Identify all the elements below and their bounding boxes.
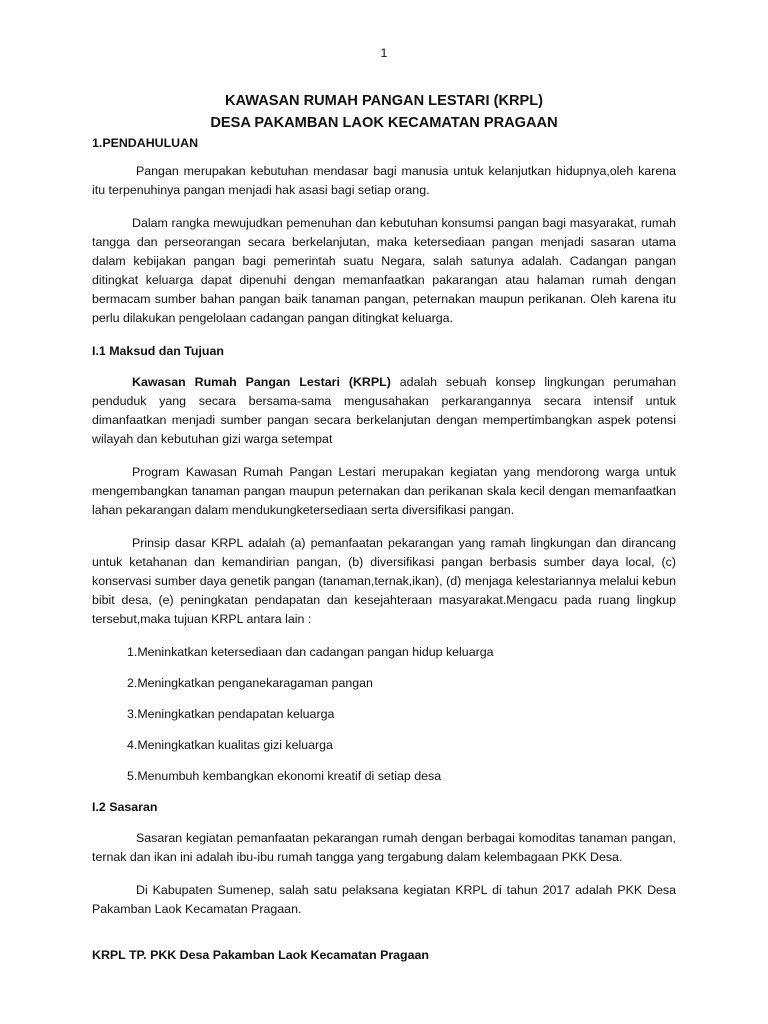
paragraph-intro-1: Pangan merupakan kebutuhan mendasar bagi manusia untuk kelanjutkan hidupnya,oleh karena itu terpenuhinya pangan menjadi hak asasi bagi setiap orang. <box>92 164 676 197</box>
list-item: 4.Meningkatkan kualitas gizi keluarga <box>127 738 333 752</box>
paragraph-sasaran-1: Sasaran kegiatan pemanfaatan pekarangan rumah dengan berbagai komoditas tanaman pangan, ternak dan ikan ini adalah ibu-ibu rumah tangga yang tergabung dalam kelembagaan PKK Desa. <box>92 831 676 864</box>
section-heading-pendahuluan: 1.PENDAHULUAN <box>92 136 199 150</box>
page-number: 1 <box>380 46 388 60</box>
section-heading-maksud-tujuan: I.1 Maksud dan Tujuan <box>92 344 224 358</box>
list-item: 2.Meningkatkan penganekaragaman pangan <box>127 676 373 690</box>
title-block <box>92 90 676 134</box>
paragraph-sasaran-2: Di Kabupaten Sumenep, salah satu pelaksana kegiatan KRPL di tahun 2017 adalah PKK Desa Pakamban Laok Kecamatan Pragaan. <box>92 883 676 916</box>
list-item: 3.Meningkatkan pendapatan keluarga <box>127 707 335 721</box>
paragraph-krpl-definition <box>92 373 676 449</box>
section-heading-sasaran: I.2 Sasaran <box>92 800 158 814</box>
krpl-term: Kawasan Rumah Pangan Lestari (KRPL) <box>132 375 391 389</box>
paragraph-prinsip: Prinsip dasar KRPL adalah (a) pemanfaatan pekarangan yang ramah lingkungan dan dirancang untuk ketahanan dan kemandirian pangan, (b) diversifikasi pangan berbasis sumber daya local, (c) konservasi sumber daya genetik pangan (tanaman,ternak,ikan), (d) menjaga kelestariannya melalui kebun bibit desa, (e) peningkatan pendapatan dan kesejahteraan masyarakat.Mengacu pada ruang lingkup tersebut,maka tujuan KRPL antara lain : <box>92 536 676 626</box>
list-item: 5.Menumbuh kembangkan ekonomi kreatif di setiap desa <box>127 769 442 783</box>
paragraph-program: Program Kawasan Rumah Pangan Lestari merupakan kegiatan yang mendorong warga untuk mengembangkan tanaman pangan maupun peternakan dan perikanan skala kecil dengan memanfaatkan lahan pekarangan dalam mendukungketersediaan serta diversifikasi pangan. <box>92 465 676 517</box>
paragraph-intro-2: Dalam rangka mewujudkan pemenuhan dan kebutuhan konsumsi pangan bagi masyarakat, rumah tangga dan perseorangan secara berkelanjutan, maka ketersediaan pangan menjadi sasaran utama dalam kebijakan pangan bagi pemerintah suatu Negara, salah satunya adalah. Cadangan pangan ditingkat keluarga dapat dipenuhi dengan memanfaatkan pakarangan atau halaman rumah dengan bermacam sumber bahan pangan baik tanaman pangan, peternakan maupun perikanan. Oleh karena itu perlu dilakukan pengelolaan cadangan pangan ditingkat keluarga. <box>92 216 676 325</box>
page-title-line-1: KAWASAN RUMAH PANGAN LESTARI (KRPL) <box>224 93 544 109</box>
page-footer: KRPL TP. PKK Desa Pakamban Laok Kecamatan Pragaan <box>92 948 429 962</box>
document-page <box>92 44 676 919</box>
page-title-line-2: DESA PAKAMBAN LAOK KECAMATAN PRAGAAN <box>210 115 558 131</box>
list-item: 1.Meninkatkan ketersediaan dan cadangan pangan hidup keluarga <box>127 645 494 659</box>
krpl-definition-text: adalah sebuah konsep lingkungan perumahan penduduk yang secara bersama-sama mengusahakan perkarangannya secara intensif untuk dimanfaatkan menjadi sumber pangan secara berkelanjutan dengan mempertimbangkan aspek potensi wilayah dan kebutuhan gizi warga setempat <box>92 375 676 446</box>
goals-list <box>92 643 676 786</box>
